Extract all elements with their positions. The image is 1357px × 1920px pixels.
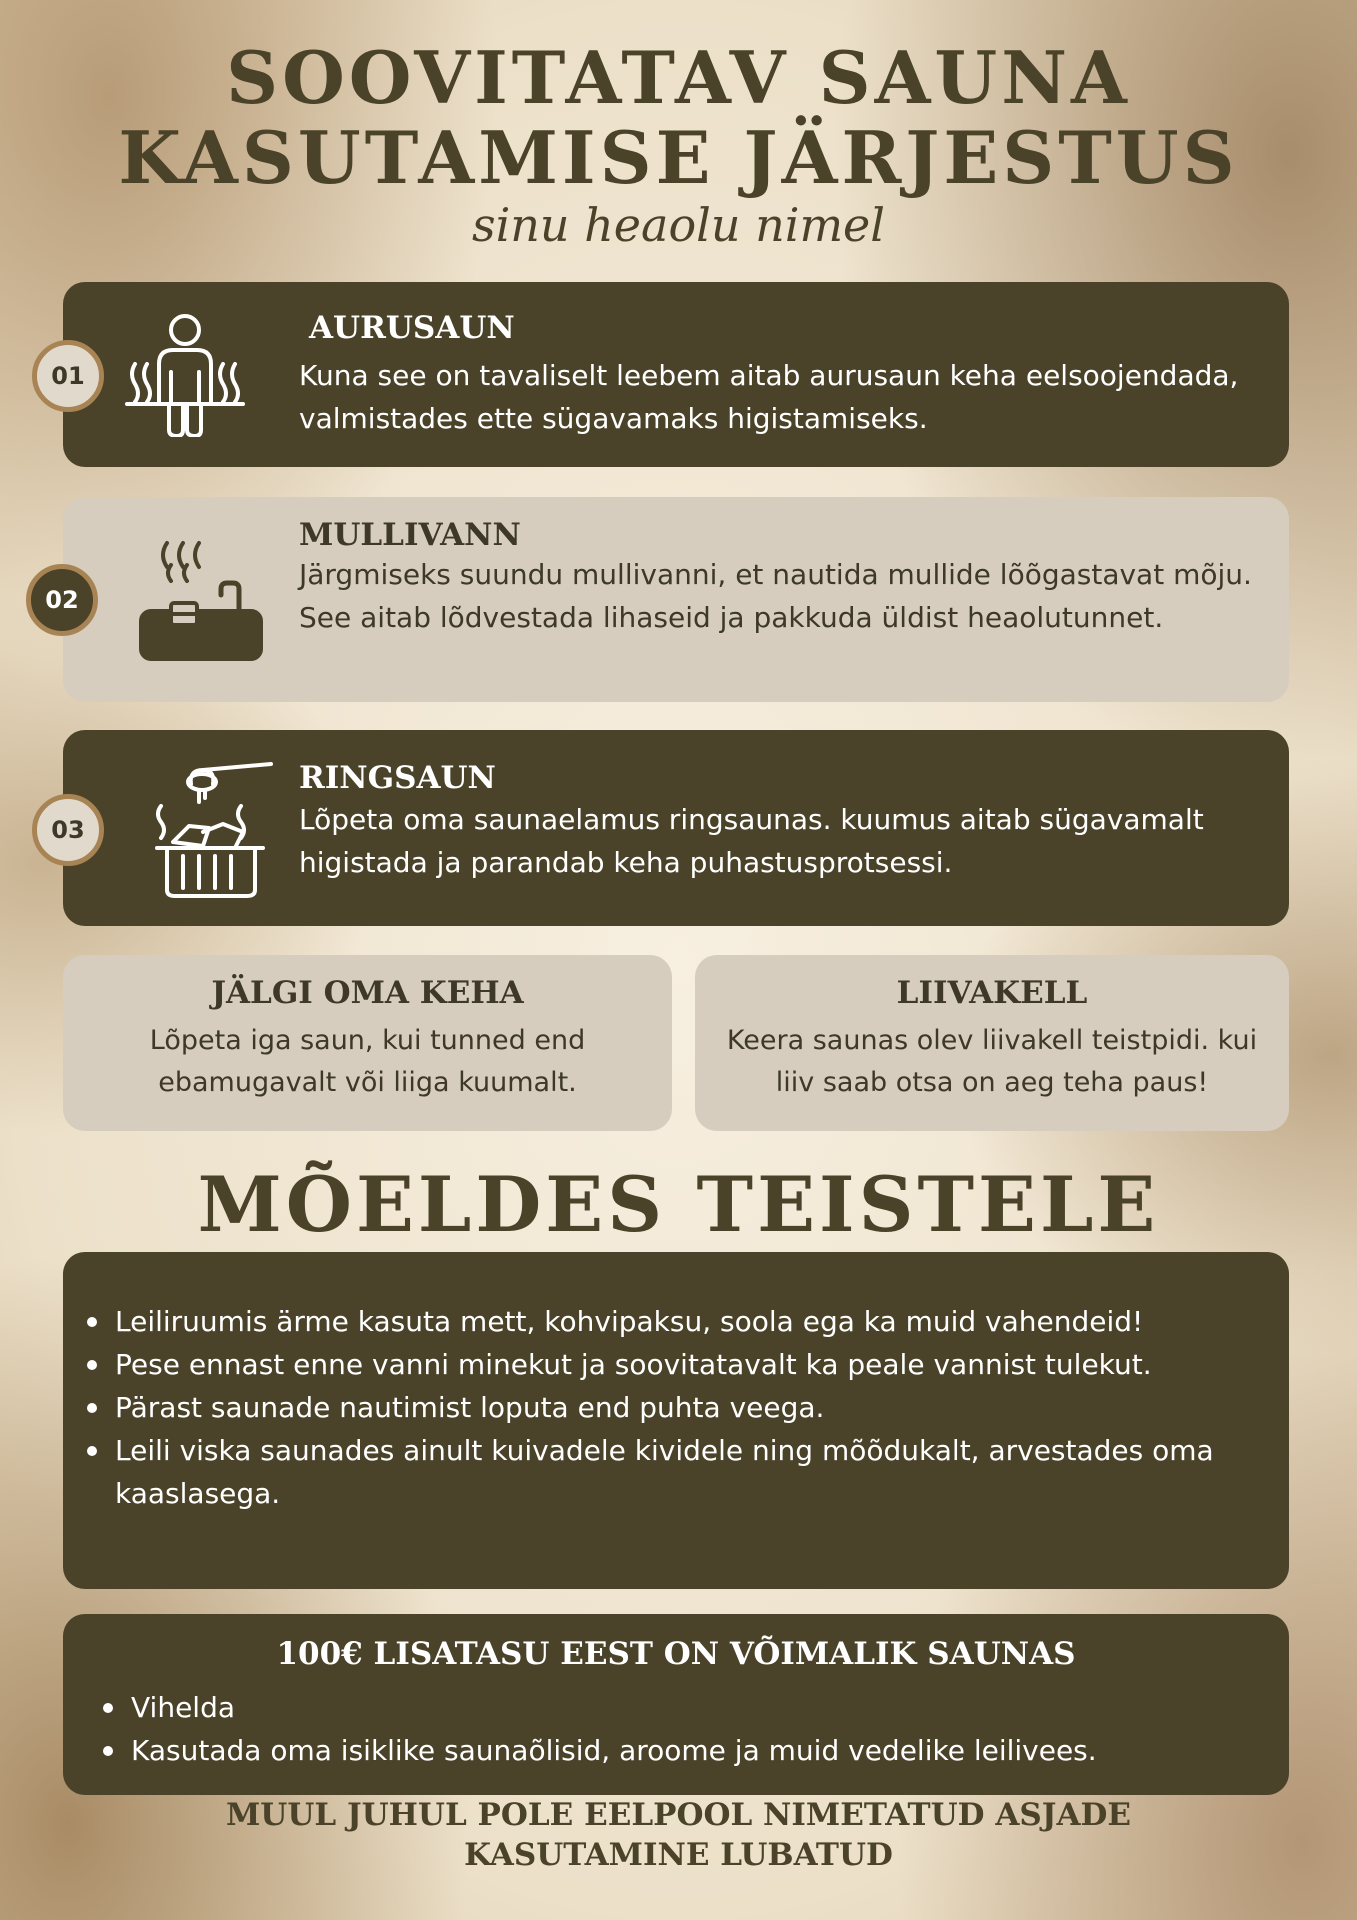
- list-item: Vihelda: [99, 1686, 1269, 1729]
- footer-line-1: MUUL JUHUL POLE EELPOOL NIMETATUD ASJADE: [225, 1797, 1132, 1833]
- page-title-line-1: SOOVITATAV SAUNA: [226, 35, 1131, 120]
- tip-card-text: Keera saunas olev liivakell teistpidi. kui liiv saab otsa on aeg teha paus!: [726, 1025, 1258, 1098]
- etiquette-panel: [63, 1252, 1289, 1589]
- list-item: Pärast saunade nautimist loputa end puhta veega.: [83, 1386, 1273, 1429]
- step-description: Kuna see on tavaliselt leebem aitab aurusaun keha eelsoojendada, valmistades ette sügavamaks higistamiseks.: [299, 359, 1239, 435]
- page-subtitle: sinu heaolu nimel: [471, 198, 885, 252]
- step-number-badge: 02: [26, 564, 98, 636]
- list-item: Kasutada oma isiklike saunaõlisid, aroome ja muid vedelike leilivees.: [99, 1729, 1269, 1772]
- step-panel-ringsaun: [63, 730, 1289, 926]
- step-title: RINGSAUN: [299, 760, 496, 796]
- tip-card-title: JÄLGI OMA KEHA: [211, 975, 524, 1011]
- list-item: Leiliruumis ärme kasuta mett, kohvipaksu, soola ega ka muid vahendeid!: [83, 1300, 1273, 1343]
- etiquette-rules-list: [83, 1300, 1273, 1515]
- tip-card-hourglass: [695, 955, 1289, 1131]
- step-panel-mullivann: [63, 497, 1289, 702]
- section-title-etiquette: MÕELDES TEISTELE: [197, 1160, 1160, 1249]
- tip-card-body: [63, 955, 672, 1131]
- fee-title: 100€ LISATASU EEST ON VÕIMALIK SAUNAS: [276, 1636, 1076, 1672]
- footer-line-2: KASUTAMINE LUBATUD: [464, 1837, 893, 1873]
- step-number-badge: 03: [32, 794, 104, 866]
- step-title: MULLIVANN: [299, 517, 521, 553]
- list-item: Pese ennast enne vanni minekut ja soovitatavalt ka peale vannist tulekut.: [83, 1343, 1273, 1386]
- sauna-stove-ladle-icon: [147, 762, 277, 902]
- page-title-line-2: KASUTAMISE JÄRJESTUS: [118, 115, 1239, 200]
- step-number-badge: 01: [32, 340, 104, 412]
- footer-notice: [0, 1795, 1357, 1875]
- fee-panel: [63, 1614, 1289, 1795]
- step-title: AURUSAUN: [309, 310, 515, 346]
- fee-items-list: [99, 1686, 1269, 1772]
- step-description: Lõpeta oma saunaelamus ringsaunas. kuumus aitab sügavamalt higistada ja parandab keha puhastusprotsessi.: [299, 803, 1204, 879]
- tip-card-text: Lõpeta iga saun, kui tunned end ebamugavalt või liiga kuumalt.: [149, 1025, 586, 1098]
- person-in-steam-icon: [125, 312, 245, 437]
- tip-card-title: LIIVAKELL: [896, 975, 1088, 1011]
- hot-tub-icon: [139, 537, 269, 662]
- list-item: Leili viska saunades ainult kuivadele kividele ning mõõdukalt, arvestades oma kaaslasega.: [83, 1429, 1273, 1515]
- step-panel-aurusaun: [63, 282, 1289, 467]
- step-description: Järgmiseks suundu mullivanni, et nautida mullide lõõgastavat mõju. See aitab lõdvestada lihaseid ja pakkuda üldist heaolutunnet.: [299, 558, 1252, 634]
